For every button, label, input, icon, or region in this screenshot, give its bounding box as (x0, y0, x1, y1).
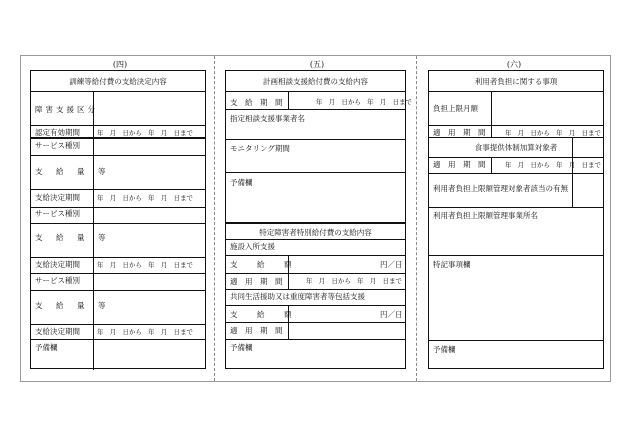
panel-5-header: 計画相談支援給付費の支給内容 (263, 77, 368, 86)
panel-plan-consultation (225, 70, 412, 369)
service-type-label-3: サービス種別 (35, 276, 80, 285)
reserve-label-5a: 予備欄 (230, 178, 253, 187)
service-type-label-1: サービス種別 (35, 141, 80, 150)
decision-period-label-3: 支給決定期間 (35, 327, 80, 336)
fold-line-right (416, 56, 417, 381)
decision-period-range-1: 年 月 日から 年 月 日まで (97, 194, 193, 202)
meal-addition-header: 食事提供体制加算対象者 (474, 143, 558, 152)
decision-period-label-1: 支給決定期間 (35, 193, 80, 202)
amount-label-2: 支 給 量 等 (35, 233, 109, 242)
special-notes-label: 特記事項欄 (433, 260, 471, 269)
panel-user-burden (428, 70, 604, 369)
applicable-period-label-6: 適 用 期 間 (433, 128, 486, 137)
cap-amount-label: 負担上限月額 (433, 104, 478, 113)
decision-period-range-2: 年 月 日から 年 月 日まで (97, 261, 193, 269)
payment-period-range: 年 月 日から 年 月 日まで (316, 98, 412, 106)
decision-period-range-3: 年 月 日から 年 月 日まで (97, 328, 193, 336)
yen-per-day-1: 円／日 (380, 260, 403, 269)
facility-support-label: 施設入所支援 (230, 242, 275, 251)
panel-6-header: 利用者負担に関する事項 (474, 77, 558, 86)
amount-label-3: 支 給 量 等 (35, 301, 109, 310)
decision-period-label-2: 支給決定期間 (35, 260, 80, 269)
service-type-label-2: サービス種別 (35, 209, 80, 218)
reserve-label-5b: 予備欄 (230, 343, 253, 352)
payment-period-label: 支 給 期 間 (230, 98, 283, 107)
applicable-period-range-6b: 年 月 日から 年 月 日まで (505, 161, 601, 169)
group-home-label: 共同生活援助又は重度障害者等包括支援 (230, 292, 365, 301)
disability-category-label: 障害支援区分 (35, 105, 98, 114)
amount-label-1: 支 給 量 等 (35, 167, 109, 176)
yen-per-day-2: 円／日 (380, 310, 403, 319)
panel-number-5: (五) (309, 60, 325, 69)
cap-provider-label: 利用者負担上限額管理事業所名 (433, 211, 538, 220)
payment-amount-label-1: 支 給 額 (230, 260, 298, 269)
applicable-period-range-5: 年 月 日から 年 月 日まで (306, 277, 402, 285)
reserve-label-6: 予備欄 (433, 345, 456, 354)
panel-training-benefits (30, 70, 206, 369)
valid-period-label: 認定有効期間 (35, 128, 80, 137)
cap-management-label: 利用者負担上限額管理対象者該当の有無 (433, 184, 568, 193)
panel-number-6: (六) (506, 60, 522, 69)
special-benefit-header: 特定障害者特別給付費の支給内容 (259, 228, 372, 237)
panel-4-header: 訓練等給付費の支給決定内容 (69, 77, 167, 86)
applicable-period-range-6a: 年 月 日から 年 月 日まで (505, 129, 601, 137)
applicable-period-label-5: 適 用 期 間 (230, 277, 283, 286)
panel-number-4: (四) (112, 60, 128, 69)
reserve-label-4: 予備欄 (35, 343, 58, 352)
valid-period-range: 年 月 日から 年 月 日まで (97, 129, 193, 137)
payment-amount-label-2: 支 給 額 (230, 310, 298, 319)
fold-line-left (214, 56, 215, 381)
applicable-period-label-6b: 適 用 期 間 (433, 160, 486, 169)
designated-provider-label: 指定相談支援事業者名 (230, 114, 305, 123)
applicable-period-label-5b: 適 用 期 間 (230, 326, 283, 335)
monitoring-period-label: モニタリング期間 (230, 144, 290, 153)
